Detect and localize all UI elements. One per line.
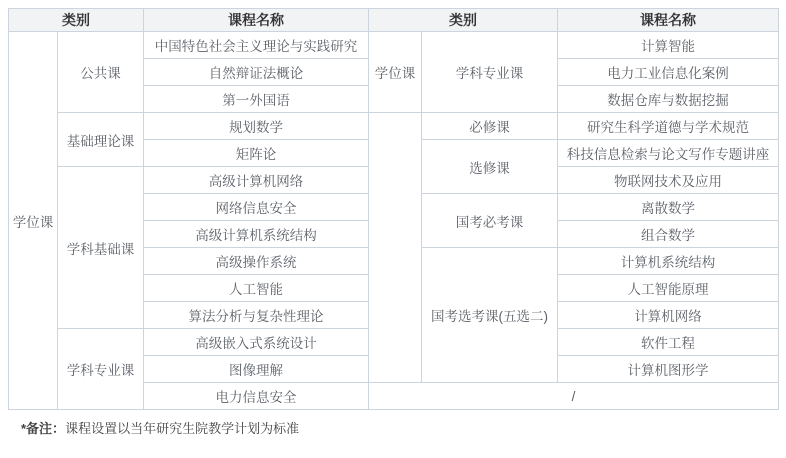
course-cell: 网络信息安全 — [144, 194, 369, 221]
footnote-label: *备注： — [21, 421, 66, 436]
category-cell-public: 公共课 — [58, 32, 144, 113]
course-cell: 算法分析与复杂性理论 — [144, 302, 369, 329]
course-cell: 自然辩证法概论 — [144, 59, 369, 86]
table-row — [9, 32, 779, 59]
course-cell: 计算机图形学 — [558, 356, 779, 383]
degree-course-cell-right: 学位课 — [369, 32, 422, 113]
course-cell: 数据仓库与数据挖掘 — [558, 86, 779, 113]
category-cell-subject-basic: 学科基础课 — [58, 167, 144, 329]
category-cell-national-elective: 国考选考课(五选二) — [422, 248, 558, 383]
course-cell: 高级嵌入式系统设计 — [144, 329, 369, 356]
course-cell: 人工智能原理 — [558, 275, 779, 302]
header-course-right: 课程名称 — [558, 9, 779, 32]
course-cell: 计算机网络 — [558, 302, 779, 329]
course-cell: 高级计算机系统结构 — [144, 221, 369, 248]
footnote-text: 课程设置以当年研究生院教学计划为标准 — [65, 421, 300, 436]
course-cell: 物联网技术及应用 — [558, 167, 779, 194]
course-cell: 研究生科学道德与学术规范 — [558, 113, 779, 140]
course-cell: 高级计算机网络 — [144, 167, 369, 194]
course-table — [8, 8, 779, 410]
slash-cell: / — [369, 383, 779, 410]
course-cell: 第一外国语 — [144, 86, 369, 113]
course-cell: 离散数学 — [558, 194, 779, 221]
course-cell: 高级操作系统 — [144, 248, 369, 275]
course-cell: 人工智能 — [144, 275, 369, 302]
course-cell: 电力信息安全 — [144, 383, 369, 410]
empty-cell — [369, 113, 422, 383]
degree-course-cell-left: 学位课 — [9, 32, 58, 410]
course-cell: 组合数学 — [558, 221, 779, 248]
course-cell: 计算机系统结构 — [558, 248, 779, 275]
course-cell: 计算智能 — [558, 32, 779, 59]
category-cell-national-required: 国考必考课 — [422, 194, 558, 248]
course-cell: 矩阵论 — [144, 140, 369, 167]
header-course-left: 课程名称 — [144, 9, 369, 32]
header-category-left: 类别 — [9, 9, 144, 32]
course-cell: 图像理解 — [144, 356, 369, 383]
category-cell-required: 必修课 — [422, 113, 558, 140]
course-cell: 规划数学 — [144, 113, 369, 140]
course-cell: 电力工业信息化案例 — [558, 59, 779, 86]
table-row — [9, 113, 779, 140]
footnote — [21, 418, 778, 437]
course-cell: 中国特色社会主义理论与实践研究 — [144, 32, 369, 59]
header-category-right: 类别 — [369, 9, 558, 32]
category-cell-major-right: 学科专业课 — [422, 32, 558, 113]
category-cell-basic-theory: 基础理论课 — [58, 113, 144, 167]
category-cell-subject-major: 学科专业课 — [58, 329, 144, 410]
category-cell-elective: 选修课 — [422, 140, 558, 194]
header-row — [9, 9, 779, 32]
course-cell: 软件工程 — [558, 329, 779, 356]
course-cell: 科技信息检索与论文写作专题讲座 — [558, 140, 779, 167]
